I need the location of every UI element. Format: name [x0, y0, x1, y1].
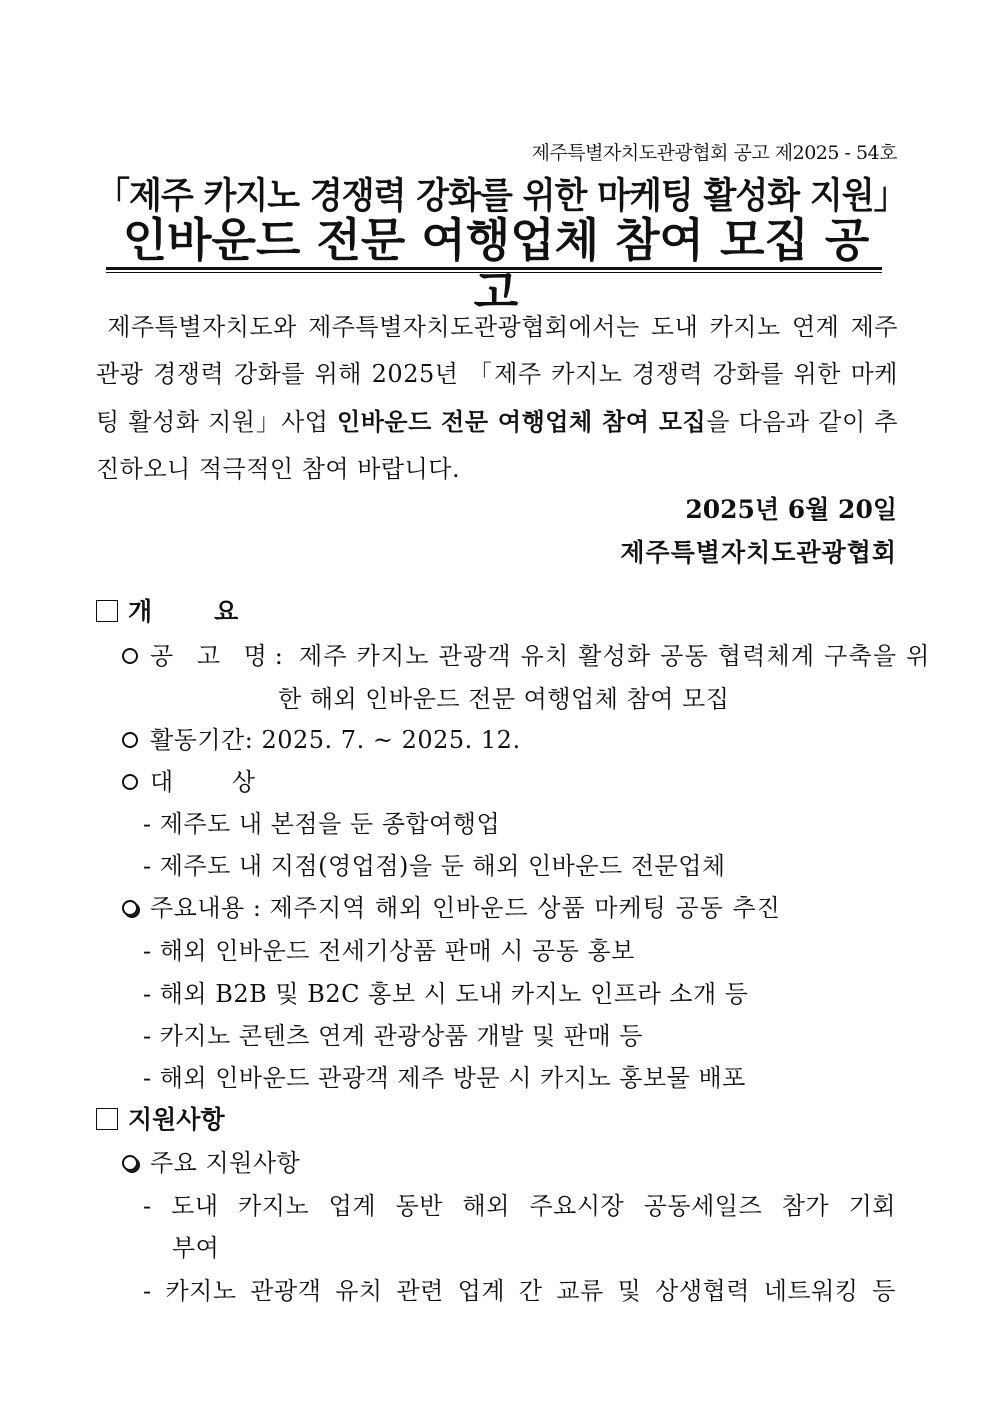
title-double-underline: [106, 267, 882, 273]
section-heading-text-b: 요: [214, 597, 239, 626]
sub-item: - 카지노 콘텐츠 연계 관광상품 개발 및 판매 등: [143, 1022, 643, 1050]
intro-text-2: 을 다음과 같이 추진하오니 적극적인 참여 바랍니다.: [96, 408, 898, 483]
item-text: 제주 카지노 관광객 유치 활성화 공동 협력체계 구축을 위: [299, 642, 931, 670]
item-main-support: [122, 1143, 300, 1178]
item-target: [122, 762, 255, 797]
section-heading-overview: [96, 592, 238, 628]
section-heading-text-a: 개: [128, 597, 153, 626]
shadowed-circle-bullet-icon: [122, 1155, 138, 1171]
title-line-1: 「제주 카지노 경쟁력 강화를 위한 마케팅 활성화 지원」: [96, 175, 907, 218]
item-label-b: 상: [231, 768, 256, 796]
section-heading-support: [96, 1100, 225, 1136]
sub-item: - 해외 B2B 및 B2C 홍보 시 도내 카지노 인프라 소개 등: [143, 980, 749, 1008]
item-main-content: [122, 888, 781, 923]
issuing-organization: 제주특별자치도관광협회: [620, 538, 897, 567]
sub-item: - 해외 인바운드 관광객 제주 방문 시 카지노 홍보물 배포: [143, 1064, 746, 1092]
sub-item: - 해외 인바운드 전세기상품 판매 시 공동 홍보: [143, 937, 635, 965]
sub-item: - 제주도 내 본점을 둔 종합여행업: [143, 810, 501, 838]
notice-date: 2025년 6월 20일: [685, 495, 897, 524]
checkbox-square-icon: [96, 600, 118, 622]
item-label-a: 대: [150, 768, 174, 796]
sub-item: - 카지노 관광객 유치 관련 업계 간 교류 및 상생협력 네트워킹 등: [143, 1277, 896, 1305]
circle-bullet-icon: [122, 648, 138, 664]
circle-bullet-icon: [122, 774, 138, 790]
sub-item-continuation: 부여: [172, 1234, 220, 1262]
intro-text-1: 제주특별자치도와 제주특별자치도관광협회에서는 도내 카지노 연계 제주관광 경쟁력 강화를 위해 2025년 「제주 카지노 경쟁력 강화를 위한 마케팅 활성화 지원」사업: [96, 313, 898, 436]
sub-item: - 제주도 내 지점(영업점)을 둔 해외 인바운드 전문업체: [143, 852, 726, 880]
item-label: 활동기간:: [150, 726, 254, 754]
item-text: 2025. 7. ~ 2025. 12.: [261, 726, 521, 754]
circle-bullet-icon: [122, 732, 138, 748]
notice-number: 제주특별자치도관광협회 공고 제2025 - 54호: [531, 142, 897, 164]
title-line-2: 인바운드 전문 여행업체 참여 모집 공고: [122, 213, 870, 319]
item-text: 제주지역 해외 인바운드 상품 마케팅 공동 추진: [269, 894, 781, 922]
checkbox-square-icon: [96, 1108, 118, 1130]
item-notice-name: [122, 636, 931, 671]
intro-bold-text: 인바운드 전문 여행업체 참여 모집: [337, 407, 707, 436]
item-activity-period: [122, 720, 521, 755]
item-label: 주요 지원사항: [150, 1149, 301, 1177]
intro-paragraph: [96, 304, 898, 493]
item-label: 공 고 명:: [150, 642, 291, 670]
item-label: 주요내용 :: [150, 894, 262, 922]
item-notice-name-cont: 한 해외 인바운드 전문 여행업체 참여 모집: [278, 685, 730, 713]
sub-item: - 도내 카지노 업계 동반 해외 주요시장 공동세일즈 참가 기회: [143, 1192, 896, 1220]
shadowed-circle-bullet-icon: [122, 900, 138, 916]
section-heading-text: 지원사항: [128, 1105, 225, 1134]
